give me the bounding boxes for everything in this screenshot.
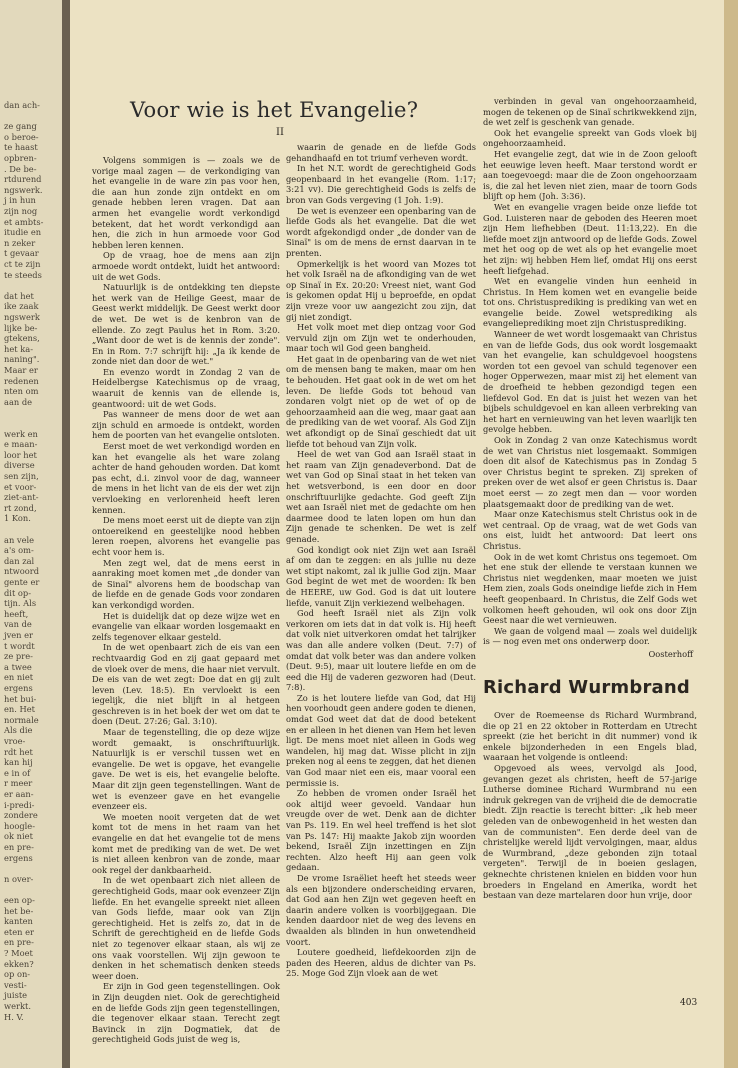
previous-page-strip (0, 0, 62, 1068)
paragraph: Ook het evangelie spreekt van Gods vloek bij ongehoorzaamheid. (483, 127, 697, 149)
prev-page-fragment: n over- (4, 873, 34, 884)
prev-page-fragment: te haast (4, 142, 38, 153)
prev-page-fragment: dat het (4, 290, 34, 301)
paragraph: De vrome Israëliet heeft het steeds weer als een bijzondere onderscheiding ervaren, dat God aan hen Zijn wet gegeven heeft en daarin andere volken is voorbijgegaan. Die kenden daardoor niet de weg des levens en dwaalden als blinden in hun onwetendheid voort. (286, 872, 476, 947)
prev-page-fragment: tijn. Als (4, 598, 37, 609)
prev-page-fragment: aan de (4, 396, 33, 407)
signature: Oosterhoff (648, 648, 693, 659)
prev-page-fragment: H. V. (4, 1011, 24, 1022)
paragraph: God kondigt ook niet Zijn wet aan Israël af om dan te zeggen: en als jullie nu deze wet stipt nakomt, zal ik jullie God zijn. Maar God begint de wet met de woorden: Ik ben de HEERE, uw God. God is dat uit loutere liefde, vanuit Zijn verkiezend welbehagen. (286, 544, 476, 608)
prev-page-fragment: r meer (4, 778, 33, 789)
prev-page-fragment: er aan- (4, 789, 34, 799)
prev-page-fragment: dan zal (4, 555, 35, 566)
prev-page-fragment: werkt. (4, 1001, 31, 1011)
prev-page-fragment: en pre- (4, 842, 34, 852)
prev-page-fragment: te steeds (4, 269, 42, 280)
prev-page-fragment: zijn nog (4, 206, 38, 216)
prev-page-fragment: loor het (4, 449, 37, 460)
prev-page-fragment: diverse (4, 460, 35, 471)
prev-page-fragment: Maar er (4, 365, 38, 375)
prev-page-fragment: ergens (4, 852, 33, 863)
prev-page-fragment: ziet-ant- (4, 492, 39, 503)
paragraph: In het N.T. wordt de gerechtigheid Gods geopenbaard in het evangelie (Rom. 1:17; 3:21 vv). Die gerechtigheid Gods is zelfs de bron van Gods vergeving (1 Joh. 1:9). (286, 163, 476, 205)
prev-page-fragment: hoogle- (4, 820, 36, 831)
paragraph: Volgens sommigen is — zoals we de vorige maal zagen — de verkondiging van het evangelie in de ware zin pas voor hen, die aan hun zonde zijn ontdekt en om genade hebben leren vragen. Dat aan armen het evangelie wordt verkondigd betekent, dat het wordt verkondigd aan hen, die zich in hun armoede voor God hebben leren kennen. (92, 155, 280, 250)
article-title: Voor wie is het Evangelie? (130, 98, 419, 122)
paragraph: Het volk moet met diep ontzag voor God vervuld zijn om Zijn wet te onderhouden, maar toch wil God geen bangheid. (286, 322, 476, 354)
prev-page-fragment: ? Moet (4, 948, 33, 958)
prev-page-fragment: i-predi- (4, 799, 35, 810)
prev-page-fragment: het be- (4, 905, 34, 916)
prev-page-fragment: et ambts- (4, 216, 44, 227)
prev-page-fragment: heeft, (4, 608, 29, 619)
prev-page-fragment: rtdurend (4, 174, 42, 185)
paragraph: Loutere goedheid, liefdekoorden zijn de paden des Heeren, aldus de dichter van Ps. 25. Moge God Zijn vloek aan de wet (286, 947, 476, 979)
paragraph: Over de Roemeense ds Richard Wurmbrand, die op 21 en 22 oktober in Rotterdam en Utrecht spreekt (zie het bericht in dit nummer) vond ik enkele bijzonderheden in een Engels blad, waaraan het volgende is ontleend: (483, 710, 697, 763)
article-part: II (276, 127, 284, 138)
paragraph: We gaan de volgend maal — zoals wel duidelijk is — nog even met ons onderwerp door. (483, 625, 697, 647)
prev-page-fragment: en. Het (4, 704, 36, 715)
prev-page-fragment: sen zijn, (4, 471, 39, 481)
paragraph: Men zegt wel, dat de mens eerst in aanraking moet komen met „de donder van de Sinaï" alvorens hem de boodschap van de liefde en de genade Gods voor zondaren kan verkondigd worden. (92, 557, 280, 610)
paragraph: God heeft Israël niet als Zijn volk verkoren om iets dat in dat volk is. Hij heeft dat volk niet uitverkoren omdat het talrijker was dan alle andere volken (Deut. 7:7) of omdat dat volk beter was dan andere volken (Deut. 9:5), maar uit loutere liefde en om de eed die Hij de vaderen gezworen had (Deut. 7:8). (286, 608, 476, 693)
prev-page-fragment: ekken? (4, 958, 34, 969)
prev-page-fragment: an vele (4, 534, 35, 545)
paragraph: verbinden in geval van ongehoorzaamheid, mogen de tekenen op de Sinaï schrikwekkend zijn, de wet zelf is geschenk van genade. (483, 96, 697, 128)
paragraph: Zo is het loutere liefde van God, dat Hij hen voorhoudt geen andere goden te dienen, omdat God weet dat dat de dood betekent en er alleen in het dienen van Hem het leven ligt. De mens moet niet alleen in Gods weg wandelen, hij mag dat. Wisse plicht in zijn preken nog al eens te zeggen, dat het dienen van God maar niet een eis, maar vooral een permissie is. (286, 692, 476, 788)
prev-page-fragment: itudie en (4, 227, 42, 238)
paragraph: Maar onze Katechismus stelt Christus ook in de wet centraal. Op de vraag, wat de wet Gods van ons eist, luidt het antwoord: Dat leert ons Christus. (483, 509, 697, 551)
paragraph: Op de vraag, hoe de mens aan zijn armoede wordt ontdekt, luidt het antwoord: uit de wet Gods. (92, 250, 280, 282)
prev-page-fragment: ze gang (4, 121, 37, 132)
section-heading: Richard Wurmbrand (483, 677, 690, 699)
prev-page-fragment: ze pre- (4, 651, 33, 662)
paragraph: Het evangelie zegt, dat wie in de Zoon gelooft het eeuwige leven heeft. Maar terstond wordt er aan toegevoegd: maar die de Zoon ongehoorzaam is, die zal het leven niet zien, maar de toorn Gods blijft op hem (Joh. 3:36). (483, 148, 697, 202)
paragraph: Het is duidelijk dat op deze wijze wet en evangelie van elkaar worden losgemaakt en zelfs tegenover elkaar gesteld. (92, 610, 280, 642)
prev-page-fragment: van de (4, 619, 32, 630)
prev-page-fragment: a twee (4, 661, 32, 672)
prev-page-fragment: kanten (4, 916, 33, 927)
column-2 (286, 142, 476, 979)
prev-page-fragment: opbren- (4, 153, 37, 163)
prev-page-fragment: gtekens, (4, 333, 40, 344)
paragraph: Natuurlijk is de ontdekking ten diepste het werk van de Heilige Geest, maar de Geest werkt middelijk. De Geest werkt door de wet. De wet is de kenbron van de ellende. Zo zegt Paulus het in Rom. 3:20. „Want door de wet is de kennis der zonde". En in Rom. 7:7 schrijft hij: „Ja ik kende de zonde niet dan door de wet." (92, 282, 280, 367)
prev-page-fragment: Als die (4, 725, 33, 736)
prev-page-fragment: rdt het (4, 746, 33, 757)
prev-page-fragment: dit op- (4, 587, 32, 598)
paragraph: En evenzo wordt in Zondag 2 van de Heidelbergse Katechismus op de vraag, waaruit de kennis van de ellende is, geantwoord: uit de wet Gods. (92, 366, 280, 409)
prev-page-fragment: o beroe- (4, 131, 39, 142)
prev-page-fragment: zondere (4, 810, 38, 821)
prev-page-fragment: gente er (4, 577, 40, 587)
column-3 (483, 96, 697, 901)
paragraph: Heel de wet van God aan Israël staat in het raam van Zijn genadeverbond. Dat de wet van God op Sinaï staat in het teken van het wetsverbond, is een door en door onschriftuurlijke gedachte. God geeft Zijn wet aan Israël niet met de gedachte om hen daarmee dood te laten lopen om hun dan Zijn genade te schenken. De wet is zelf genade. (286, 449, 476, 544)
prev-page-fragment: dan ach- (4, 100, 40, 110)
prev-page-fragment: en pre- (4, 937, 34, 948)
prev-page-fragment: naning". (4, 354, 40, 365)
prev-page-fragment: jven er (4, 630, 34, 640)
prev-page-fragment: vroe- (4, 736, 26, 746)
prev-page-fragment: een op- (4, 895, 35, 905)
prev-page-fragment: ntwoord (4, 566, 40, 577)
prev-page-fragment: ergens (4, 683, 33, 693)
prev-page-fragment: a's om- (4, 545, 34, 556)
paragraph: We moeten nooit vergeten dat de wet komt tot de mens in het raam van het evangelie en dat het evangelie tot de mens komt met de prediking van de wet. De wet is niet alleen kenbron van de zonde, maar ook regel der dankbaarheid. (92, 811, 280, 875)
paragraph: Ook in Zondag 2 van onze Katechismus wordt de wet van Christus niet losgemaakt. Sommigen doen dit alsof de Katechismus pas in Zondag 5 over Christus begint te spreken. Zij spreken of preken over de wet alsof er geen Christus is. Daar moet eerst — zo zegt men dan — voor worden plaatsgemaakt door de prediking van de wet. (483, 435, 697, 509)
prev-page-fragment: t gevaar (4, 248, 39, 259)
prev-page-fragment: op on- (4, 969, 31, 980)
prev-page-fragment: e maan- (4, 439, 38, 450)
prev-page-fragment: kan hij (4, 757, 33, 768)
paragraph: In de wet openbaart zich niet alleen de gerechtigheid Gods, maar ook evenzeer Zijn liefde. En het evangelie spreekt niet alleen van Gods liefde, maar ook van Zijn gerechtigheid. Het is zelfs zo, dat in de Schrift de gerechtigheid en de liefde Gods niet zo tegenover elkaar staan, als wij ze ons vaak voorstellen. Wij zijn gewoon te denken in het schematisch denken steeds weer doen. (92, 875, 280, 981)
paragraph: Maar de tegenstelling, die op deze wijze wordt gemaakt, is onschriftuurlijk. Natuurlijk is er verschil tussen wet en evangelie. De wet is opgave, het evangelie gave. De wet is eis, het evangelie belofte. Maar dit zijn geen tegenstellingen. Want de wet is evenzeer gave en het evangelie evenzeer eis. (92, 727, 280, 812)
paragraph: Eerst moet de wet verkondigd worden en kan het evangelie als het ware zolang achter de hand gehouden worden. Dat komt pas echt, d.i. zinvol voor de dag, wanneer de mens in het licht van de eis der wet zijn vervloeking en verlorenheid heeft leren kennen. (92, 441, 280, 515)
prev-page-fragment: ngswerk. (4, 184, 43, 195)
paragraph: Wet en evangelie vinden hun eenheid in Christus. In Hem komen wet en evangelie beide tot ons. Christusprediking is prediking van wet en evangelie beide. Zowel wetsprediking als evangelieprediking moet zijn Christusprediking. (483, 276, 697, 329)
prev-page-fragment: werk en (4, 428, 38, 439)
prev-page-fragment: n zeker (4, 237, 36, 248)
prev-page-fragment: normale (4, 714, 39, 725)
prev-page-fragment: en niet (4, 672, 34, 683)
prev-page-fragment: rt zond, (4, 502, 37, 513)
paragraph: Wanneer de wet wordt losgemaakt van Christus en van de liefde Gods, dus ook wordt losgemaakt van het evangelie, kan schuldgevoel hoogstens worden tot een gevoel van schuld tegenover een hoger Opperwezen, maar mist zij het element van de droefheid te hebben gezondigd tegen een liefdevol God. En dat is juist het wezen van het bijbels schuldgevoel en kan alleen verbreking van het hart en vernieuwing van het leven waarlijk ten gevolge hebben. (483, 329, 697, 435)
prev-page-fragment: ngswerk (4, 312, 40, 322)
paragraph: De wet is evenzeer een openbaring van de liefde Gods als het evangelie. Dat die wet wordt afgekondigd onder „de donder van de Sinaï" is om de mens de ernst daarvan in te prenten. (286, 205, 476, 258)
prev-page-fragment: ok niet (4, 831, 33, 842)
prev-page-fragment: juiste (4, 990, 28, 1001)
prev-page-fragment: t wordt (4, 640, 35, 651)
paragraph: Wet en evangelie vragen beide onze liefde tot God. Luisteren naar de geboden des Heeren moet zijn Hem liefhebben (Deut. 11:13,22). En die liefde moet zijn antwoord op de liefde Gods. Zowel met het oog op de wet als op het evangelie moet het zijn: wij hebben Hem lief, omdat Hij ons eerst heeft liefgehad. (483, 201, 697, 276)
prev-page-fragment: vesti- (4, 979, 27, 990)
prev-page-fragment: et voor- (4, 481, 37, 492)
paragraph: Het gaat in de openbaring van de wet niet om de mensen bang te maken, maar om hen te behouden. Het gaat ook in de wet om het leven. De liefde Gods tot behoud van zondaren volgt niet op de wet of op de gehoorzaamheid aan die weg, maar gaat aan de prediking van de wet vooraf. Als God Zijn wet afkondigt op de Sinaï geschiedt dat uit liefde tot behoud van Zijn volk. (286, 353, 476, 449)
prev-page-fragment: het ka- (4, 343, 34, 354)
prev-page-fragment: j in hun (4, 195, 36, 206)
prev-page-fragment: . De be- (4, 163, 37, 174)
paragraph: Opmerkelijk is het woord van Mozes tot het volk Israël na de afkondiging van de wet op Sinaï in Ex. 20:20: Vreest niet, want God is gekomen opdat Hij u beproefde, en opdat zijn vreze voor uw aangezicht zou zijn, dat gij niet zondigt. (286, 258, 476, 322)
paragraph: Zo hebben de vromen onder Israël het ook altijd weer gevoeld. Vandaar hun vreugde over de wet. Denk aan de dichter van Ps. 119. En wel heel treffend is het slot van Ps. 147: Hij maakte Jakob zijn woorden bekend, Israël Zijn inzettingen en Zijn rechten. Alzo heeft Hij aan geen volk gedaan. (286, 788, 476, 873)
prev-page-fragment: nten om (4, 386, 39, 397)
column-1 (92, 155, 280, 1045)
paragraph: Er zijn in God geen tegenstellingen. Ook in Zijn deugden niet. Ook de gerechtigheid en de liefde Gods zijn geen tegenstellingen, die tegenover elkaar staan. Terecht zegt Bavinck in zijn Dogmatiek, dat de gerechtigheid Gods juist de weg is, (92, 981, 280, 1045)
prev-page-fragment: 1 Kon. (4, 513, 31, 524)
prev-page-fragment: redenen (4, 375, 39, 386)
paragraph: In de wet openbaart zich de eis van een rechtvaardig God en zij gaat gepaard met de vloek over de mens, die haar niet vervult. De eis van de wet zegt: Doe dat en gij zult leven (Lev. 18:5). En vervloekt is een iegelijk, die niet blijft in al hetgeen geschreven is in het boek der wet om dat te doen (Deut. 27:26; Gal. 3:10). (92, 642, 280, 727)
paragraph: Opgevoed als wees, vervolgd als Jood, gevangen gezet als christen, heeft de 57-jarige Lutherse dominee Richard Wurmbrand nu een indruk gekregen van de vrijheid die de democratie biedt. Zijn reactie is terecht bitter: „ik heb meer geleden van de onbewogenheid in het westen dan van de communisten". Een derde deel van de christelijke wereld lijdt vervolgingen, maar, aldus de Wurmbrand, „deze gebonden zijn totaal vergeten". Terwijl de in boeien geslagen, geknechte christenen knielen en bidden voor hun broeders in Engeland en Amerika, wordt het bestaan van deze martelaren door hun vrije, door (483, 763, 697, 901)
book-gutter (62, 0, 70, 1068)
paragraph: Pas wanneer de mens door de wet aan zijn schuld en armoede is ontdekt, worden hem de poorten van het evangelie ontsloten. (92, 409, 280, 441)
prev-page-fragment: lijke be- (4, 322, 38, 333)
page-edge (724, 0, 738, 1068)
prev-page-fragment: ike zaak (4, 301, 39, 312)
paragraph: waarin de genade en de liefde Gods gehandhaafd en tot triumf verheven wordt. (286, 142, 476, 163)
paragraph: De mens moet eerst uit de diepte van zijn ontoereikend en geestelijke nood hebben leren roepen, alvorens het evangelie pas echt voor hem is. (92, 515, 280, 557)
prev-page-fragment: e in of (4, 767, 31, 778)
prev-page-fragment: ct te zijn (4, 259, 41, 269)
prev-page-fragment: het bui- (4, 693, 37, 704)
paragraph: Ook in de wet komt Christus ons tegemoet. Om het ene stuk der ellende te verstaan kunnen we Christus niet wegdenken, maar moeten we juist Hem zien, zoals Gods oneindige liefde zich in Hem heeft geopenbaard. In Christus, die Zelf Gods wet volkomen heeft gehouden, wil ook ons door Zijn Geest naar die wet vernieuwen. (483, 551, 697, 626)
page-number: 403 (680, 998, 698, 1008)
prev-page-fragment: eten er (4, 926, 35, 937)
